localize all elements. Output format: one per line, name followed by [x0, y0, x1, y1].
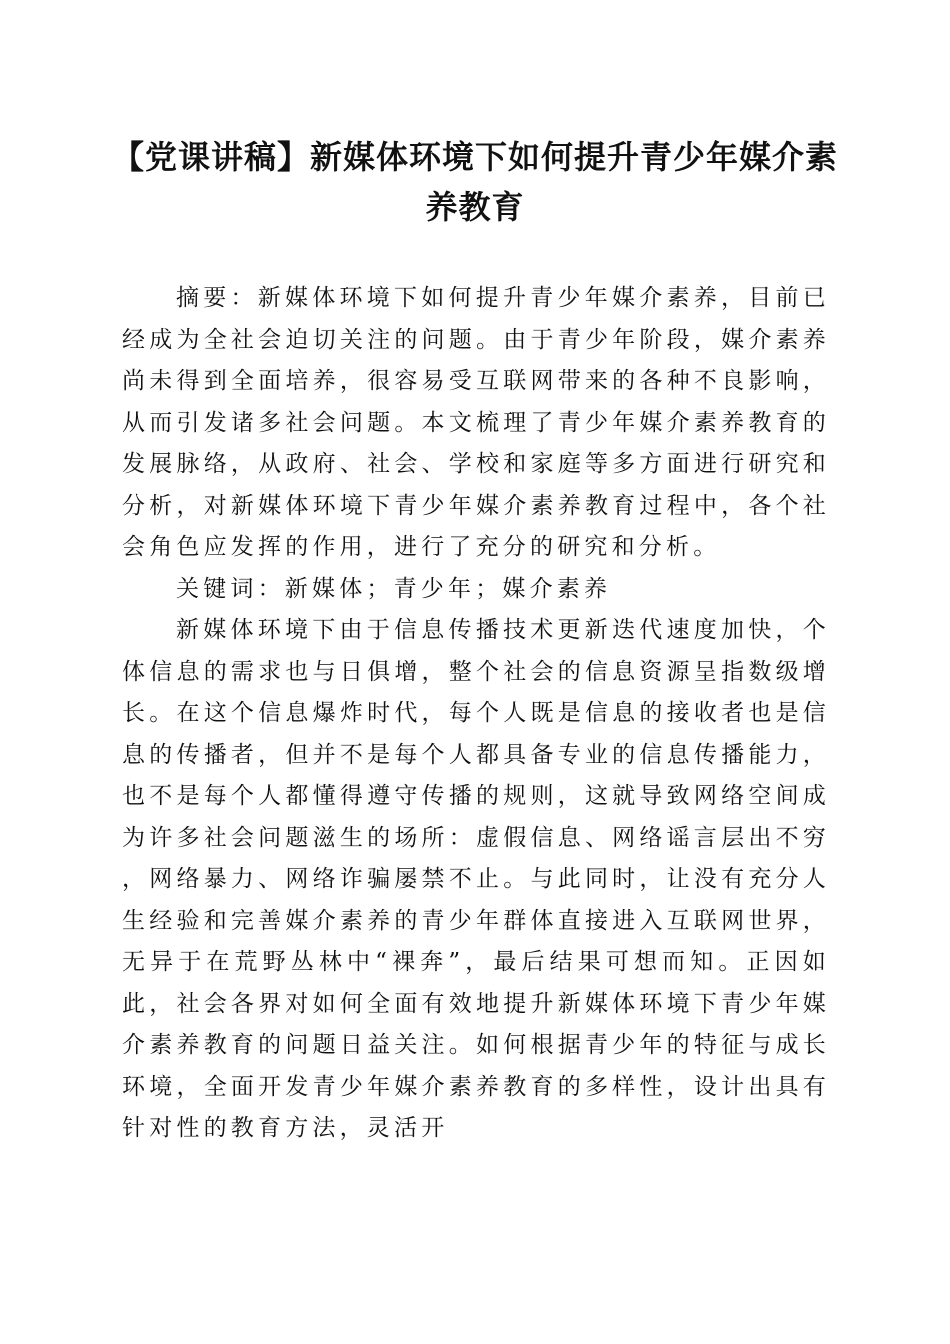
- body-paragraph: 新媒体环境下由于信息传播技术更新迭代速度加快，个体信息的需求也与日俱增，整个社会的信息资源呈指数级增长。在这个信息爆炸时代，每个人既是信息的接收者也是信息的传播者，但并不是每个人都具备专业的信息传播能力，也不是每个人都懂得遵守传播的规则，这就导致网络空间成为许多社会问题滋生的场所：虚假信息、网络谣言层出不穷，网络暴力、网络诈骗屡禁不止。与此同时，让没有充分人生经验和完善媒介素养的青少年群体直接进入互联网世界，无异于在荒野丛林中“裸奔”，最后结果可想而知。正因如此，社会各界对如何全面有效地提升新媒体环境下青少年媒介素养教育的问题日益关注。如何根据青少年的特征与成长环境，全面开发青少年媒介素养教育的多样性，设计出具有针对性的教育方法，灵活开: [122, 617, 830, 1141]
- abstract-paragraph: 摘要：新媒体环境下如何提升青少年媒介素养，目前已经成为全社会迫切关注的问题。由于青少年阶段，媒介素养尚未得到全面培养，很容易受互联网带来的各种不良影响，从而引发诸多社会问题。本文梳理了青少年媒介素养教育的发展脉络，从政府、社会、学校和家庭等多方面进行研究和分析，对新媒体环境下青少年媒介素养教育过程中，各个社会角色应发挥的作用，进行了充分的研究和分析。: [122, 285, 830, 560]
- keywords-paragraph: 关键词：新媒体；青少年；媒介素养: [176, 575, 612, 602]
- document-body: [122, 278, 830, 1150]
- document-title: 【党课讲稿】新媒体环境下如何提升青少年媒介素养教育: [111, 138, 838, 226]
